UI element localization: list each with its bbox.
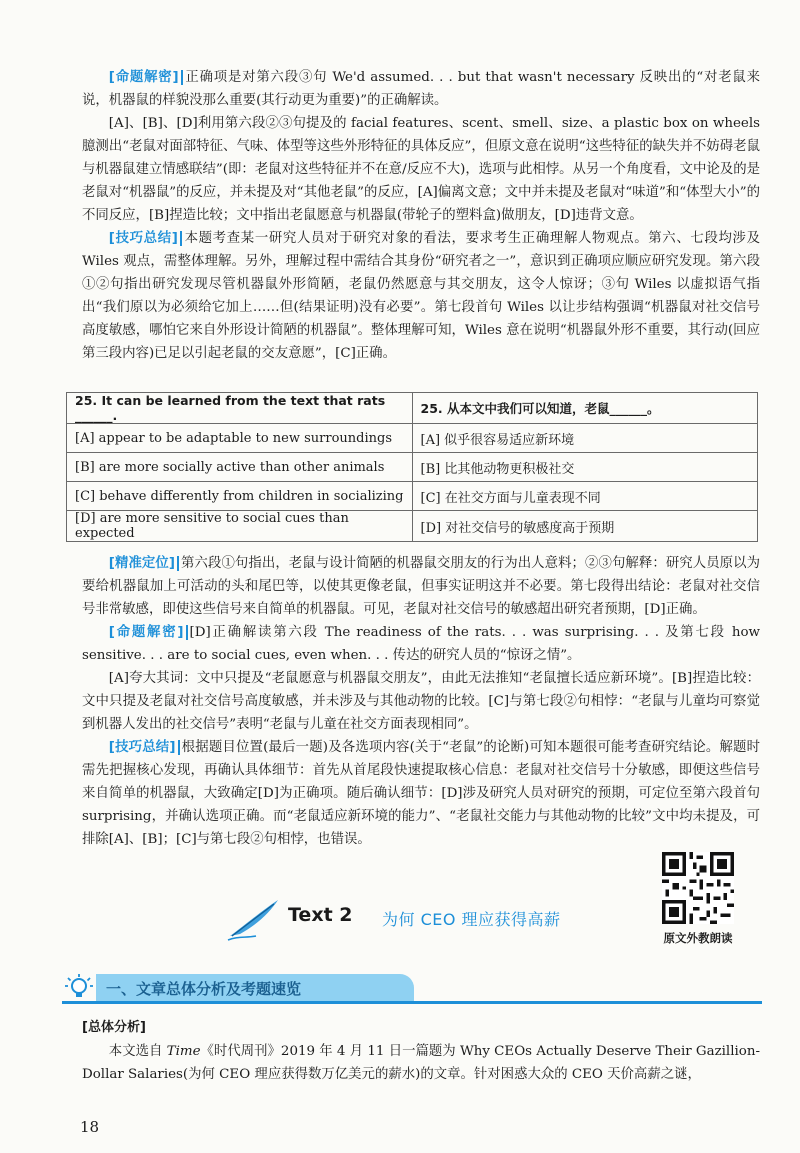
lightbulb-icon — [64, 973, 94, 1003]
skills-tag: [技巧总结] — [109, 231, 182, 246]
question-25-table — [66, 392, 758, 542]
paragraph-skills-1 — [82, 227, 760, 365]
page-number: 18 — [80, 1118, 100, 1136]
qr-code-icon[interactable] — [662, 852, 734, 924]
option-b-en: [B] are more socially active than other animals — [67, 453, 413, 482]
paragraph-skills-2 — [82, 736, 760, 851]
paragraph-text: 第六段①句指出，老鼠与设计简陋的机器鼠交朋友的行为出人意料；②③句解释：研究人员原以为要给机器鼠加上可活动的头和尾巴等，以使其更像老鼠，但事实证明这并不必要。第七段得出结论：老鼠对社交信号非常敏感，即使这些信号来自简单的机器鼠。可见，老鼠对社交信号的敏感超出研究者预期，[D]正确。 — [82, 556, 760, 617]
qr-caption: 原文外教朗读 — [663, 931, 733, 945]
table-row — [67, 482, 758, 511]
text2-label: Text 2 — [288, 904, 353, 926]
paragraph-proposition-2 — [82, 621, 760, 667]
analysis-block-q24 — [82, 66, 760, 365]
option-c-en: [C] behave differently from children in socializing — [67, 482, 413, 511]
skills-tag: [技巧总结] — [109, 740, 180, 755]
overall-analysis-tag: [总体分析] — [82, 1020, 146, 1035]
overall-intro — [82, 1040, 760, 1086]
option-d-en: [D] are more sensitive to social cues than expected — [67, 511, 413, 542]
paragraph-proposition-1 — [82, 66, 760, 112]
paragraph-locate — [82, 552, 760, 621]
intro-text: 《时代周刊》2019 年 4 月 11 日一篇题为 Why CEOs Actually Deserve Their Gazillion-Dollar Salaries(为何 CEO 理应获得数万亿美元的薪水)的文章。针对困惑大众的 CEO 天价高薪之谜， — [82, 1044, 760, 1082]
paragraph-text: 本题考查某一研究人员对于研究对象的看法，要求考生正确理解人物观点。第六、七段均涉及 Wiles 观点，需整体理解。另外，理解过程中需结合其身份“研究者之一”，意识到正确项应顺应研究发现。第六段①②句指出研究发现尽管机器鼠外形简陋，老鼠仍然愿意与其交朋友，这令人惊讶；③句 Wiles 以虚拟语气指出“我们原以为必须给它加上……但(结果证明)没有必要”。第七段首句 Wiles 以让步结构强调“机器鼠对社交信号高度敏感，哪怕它来自外形设计简陋的机器鼠”。整体理解可知，Wiles 意在说明“机器鼠外形不重要，其行动(回应第三段内容)已足以引起老鼠的交友意愿”，[C]正确。 — [82, 231, 760, 361]
option-a-en: [A] appear to be adaptable to new surroundings — [67, 424, 413, 453]
paragraph-text: 根据题目位置(最后一题)及各选项内容(关于“老鼠”的论断)可知本题很可能考查研究结论。解题时需先把握核心发现，再确认具体细节：首先从首尾段快速提取核心信息：老鼠对社交信号十分敏感，即便这些信号来自简单的机器鼠，大致确定[D]为正确项。随后确认细节：[D]涉及研究人员对研究的预期，可定位至第六段首句 surprising，并确认选项正确。而“老鼠适应新环境的能力”、“老鼠社交能力与其他动物的比较”文中均未提及，可排除[A]、[B]；[C]与第七段②句相悖，也错误。 — [82, 740, 760, 847]
analysis-block-q25 — [82, 552, 760, 851]
table-row — [67, 424, 758, 453]
option-b-cn: [B] 比其他动物更积极社交 — [412, 453, 758, 482]
magazine-name: Time — [166, 1044, 201, 1059]
table-row — [67, 453, 758, 482]
proposition-tag: [命题解密] — [109, 625, 188, 640]
banner-rule — [62, 1001, 762, 1004]
question-cn: 25. 从本文中我们可以知道，老鼠______。 — [412, 393, 758, 424]
paragraph-distractors-1: [A]、[B]、[D]利用第六段②③句提及的 facial features、scent、smell、size、a plastic box on wheels 臆测出“老鼠对面部特征、气味、体型等这些外形特征的具体反应”，但原文意在说明“这些特征的缺失并不妨碍老鼠与机器鼠建立情感联结”(即：老鼠对这些特征并不在意/反应不大)，选项与此相悖。从另一个角度看，文中论及的是老鼠对“机器鼠”的反应，并未提及对“其他老鼠”的反应，[A]偏离文意；文中并未提及老鼠对“味道”和“体型大小”的不同反应，[B]捏造比较；文中指出老鼠愿意与机器鼠(带轮子的塑料盒)做朋友，[D]违背文意。 — [82, 116, 760, 223]
option-d-cn: [D] 对社交信号的敏感度高于预期 — [412, 511, 758, 542]
overall-analysis — [82, 1040, 760, 1086]
proposition-tag: [命题解密] — [109, 70, 183, 85]
option-c-cn: [C] 在社交方面与儿童表现不同 — [412, 482, 758, 511]
question-en: 25. It can be learned from the text that rats ______. — [67, 393, 413, 424]
paragraph-text: 正确项是对第六段③句 We'd assumed. . . but that wasn't necessary 反映出的“对老鼠来说，机器鼠的样貌没那么重要(其行动更为重要)”的正确解读。 — [82, 70, 760, 108]
paragraph-distractors-2: [A]夸大其词：文中只提及“老鼠愿意与机器鼠交朋友”，由此无法推知“老鼠擅长适应新环境”。[B]捏造比较：文中只提及老鼠对社交信号高度敏感，并未涉及与其他动物的比较。[C]与第七段②句相悖：“老鼠与儿童均可察觉到机器人发出的社交信号”表明“老鼠与儿童在社交方面表现相同”。 — [82, 671, 760, 732]
text2-title: 为何 CEO 理应获得高薪 — [382, 910, 561, 929]
paragraph-text: [D]正确解读第六段 The readiness of the rats. . . was surprising. . . 及第七段 how sensitive. . . are to social cues, even when. . . 传达的研究人员的“惊讶之情”。 — [82, 625, 760, 663]
table-row — [67, 393, 758, 424]
intro-text: 本文选自 — [108, 1044, 167, 1059]
locate-tag: [精准定位] — [109, 556, 179, 571]
section-banner — [62, 972, 762, 1004]
table-row — [67, 511, 758, 542]
section-title: 一、文章总体分析及考题速览 — [106, 980, 302, 998]
quill-pen-icon — [226, 896, 282, 942]
option-a-cn: [A] 似乎很容易适应新环境 — [412, 424, 758, 453]
